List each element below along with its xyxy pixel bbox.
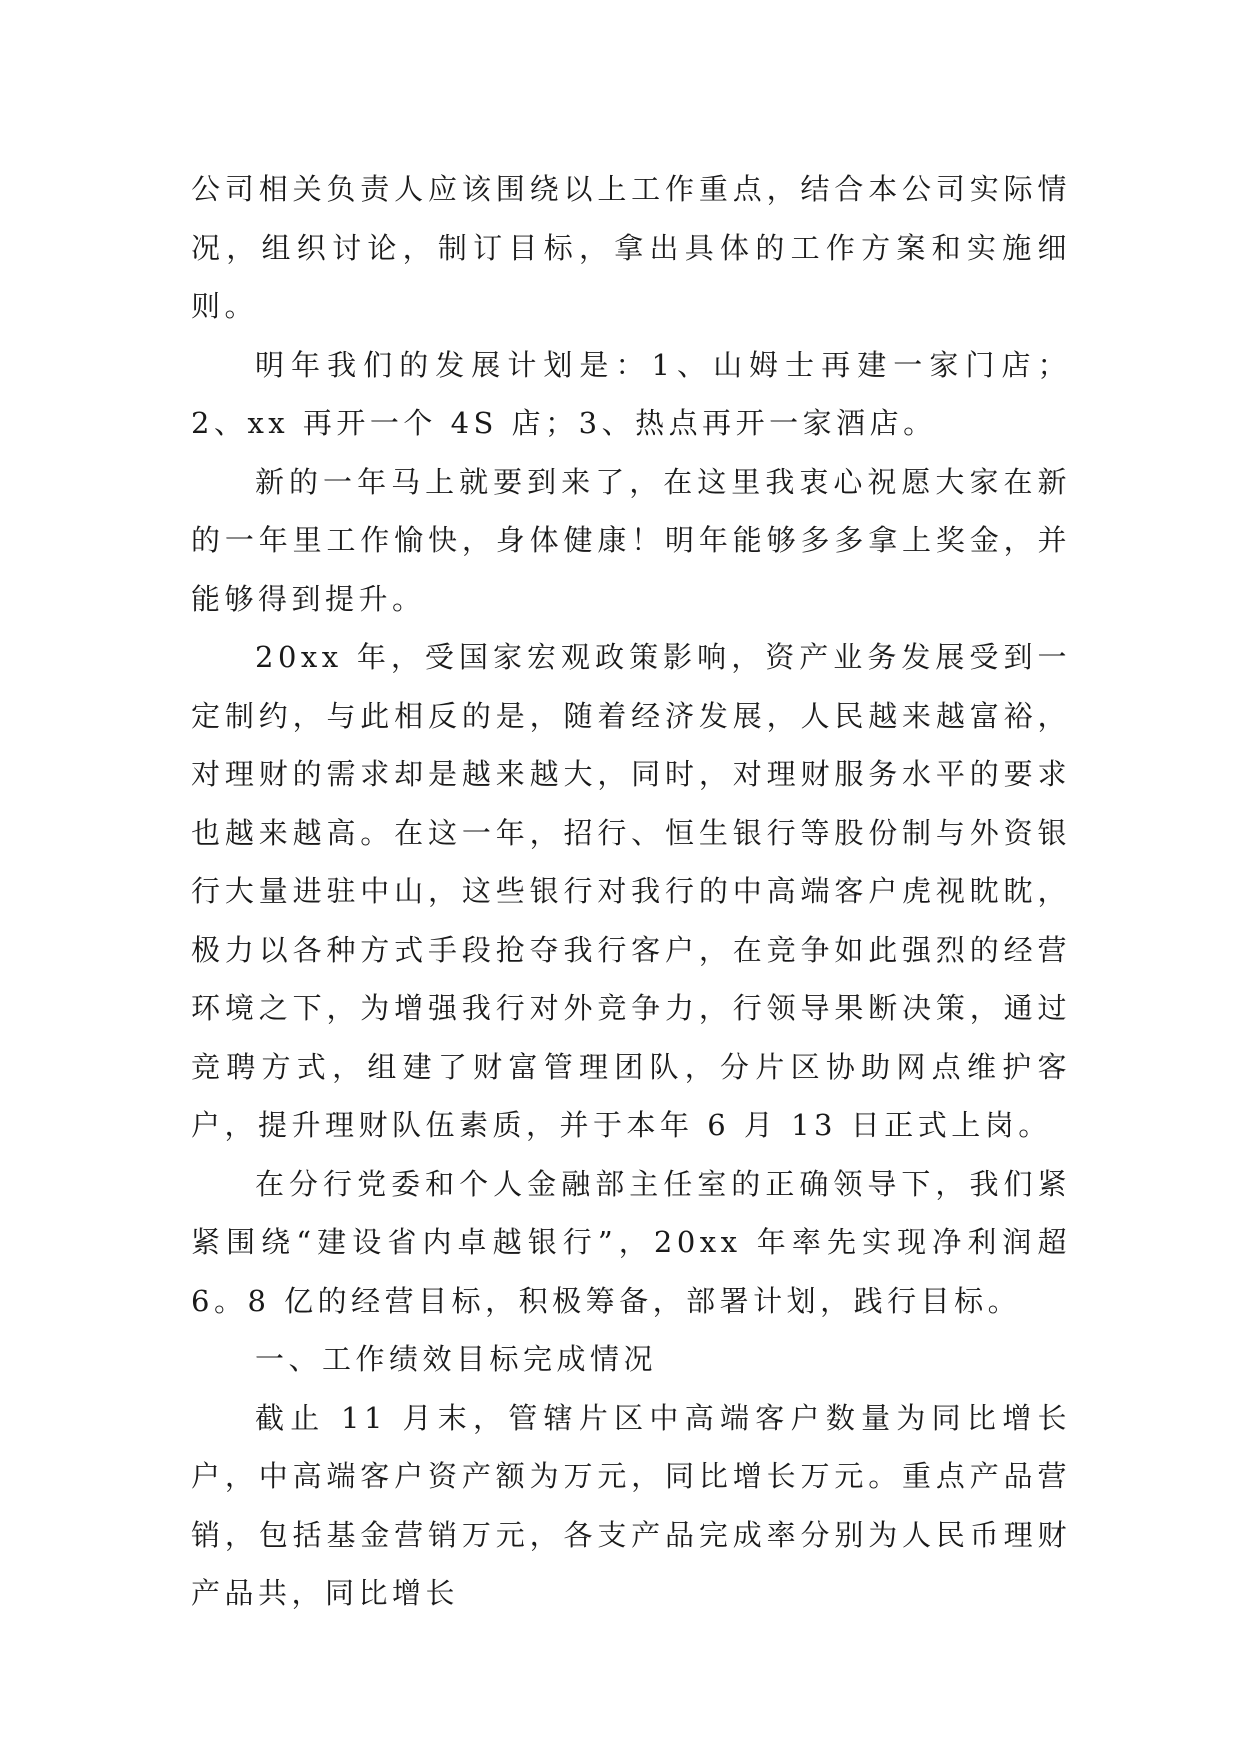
paragraph-new-year-wishes: 新的一年马上就要到来了，在这里我衷心祝愿大家在新的一年里工作愉快，身体健康！明年能够多多拿上奖金，并能够得到提升。 [191, 464, 1071, 616]
paragraph-development-plan: 明年我们的发展计划是：1、山姆士再建一家门店；2、xx 再开一个 4S 店；3、热点再开一家酒店。 [191, 347, 1071, 440]
paragraph-goals: 在分行党委和个人金融部主任室的正确领导下，我们紧紧围绕“建设省内卓越银行”，20xx 年率先实现净利润超 6。8 亿的经营目标，积极筹备，部署计划，践行目标。 [191, 1166, 1071, 1318]
paragraph-intro-conclusion: 公司相关负责人应该围绕以上工作重点，结合本公司实际情况，组织讨论，制订目标，拿出具体的工作方案和实施细则。 [191, 172, 1071, 323]
section-heading-performance: 一、工作绩效目标完成情况 [255, 1342, 658, 1376]
paragraph-background: 20xx 年，受国家宏观政策影响，资产业务发展受到一定制约，与此相反的是，随着经济发展，人民越来越富裕，对理财的需求却是越来越大，同时，对理财服务水平的要求也越来越高。在这一年，招行、恒生银行等股份制与外资银行大量进驻中山，这些银行对我行的中高端客户虎视眈眈，极力以各种方式手段抢夺我行客户，在竞争如此强烈的经营环境之下，为增强我行对外竞争力，行领导果断决策，通过竞聘方式，组建了财富管理团队，分片区协助网点维护客户，提升理财队伍素质，并于本年 6 月 13 日正式上岗。 [191, 640, 1071, 1142]
paragraph-performance-details: 截止 11 月末，管辖片区中高端客户数量为同比增长户，中高端客户资产额为万元，同比增长万元。重点产品营销，包括基金营销万元，各支产品完成率分别为人民币理财产品共，同比增长 [191, 1400, 1071, 1610]
document-body [191, 160, 1071, 1623]
